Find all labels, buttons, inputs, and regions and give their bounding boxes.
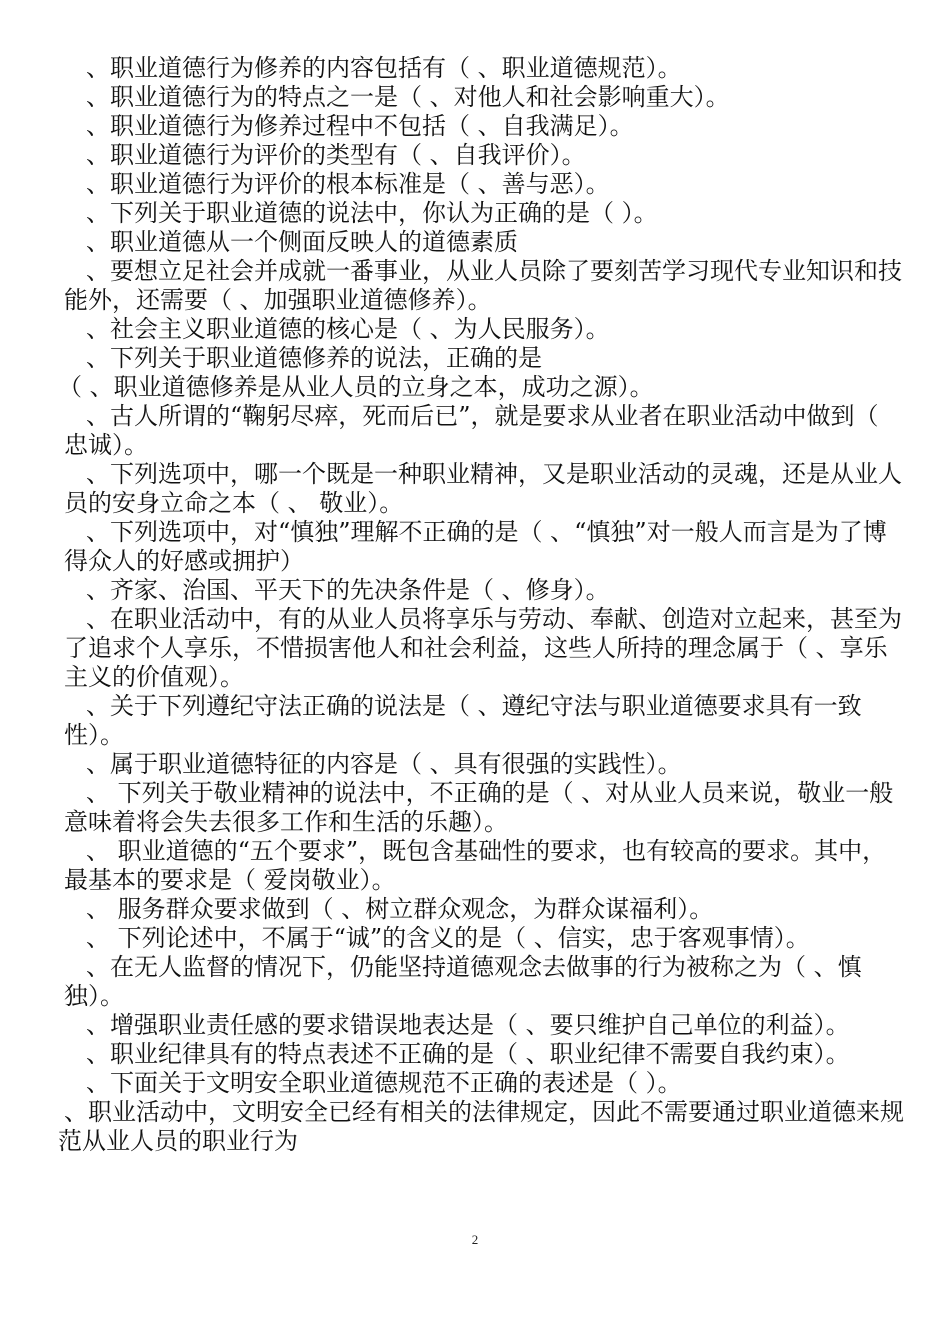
- question-14: 、在职业活动中，有的从业人员将享乐与劳动、奉献、创造对立起来，甚至为了追求个人享乐，不惜损害他人和社会利益，这些人所持的理念属于（ 、享乐主义的价值观）。: [64, 605, 902, 691]
- question-8: 、社会主义职业道德的核心是（ 、为人民服务）。: [86, 315, 610, 343]
- question-13: 、齐家、治国、平天下的先决条件是（ 、修身）。: [86, 576, 610, 604]
- question-5: 、职业道德行为评价的根本标准是（ 、善与恶）。: [86, 170, 610, 198]
- question-2: 、职业道德行为的特点之一是（ 、对他人和社会影响重大）。: [86, 83, 730, 111]
- question-10: 、古人所谓的“鞠躬尽瘁，死而后已”，就是要求从业者在职业活动中做到（ 忠诚）。: [64, 402, 879, 459]
- answer-24: 、职业活动中，文明安全已经有相关的法律规定，因此不需要通过职业道德来规范从业人员的职业行为: [58, 1098, 904, 1155]
- question-23: 、职业纪律具有的特点表述不正确的是（ 、职业纪律不需要自我约束）。: [86, 1040, 850, 1068]
- question-16: 、属于职业道德特征的内容是（ 、具有很强的实践性）。: [86, 750, 682, 778]
- question-21: 、在无人监督的情况下，仍能坚持道德观念去做事的行为被称之为（ 、慎独）。: [64, 953, 862, 1010]
- question-20: 、 下列论述中，不属于“诚”的含义的是（ 、信实，忠于客观事情）。: [86, 924, 810, 952]
- question-4: 、职业道德行为评价的类型有（ 、自我评价）。: [86, 141, 586, 169]
- page-number: 2: [471, 1232, 479, 1247]
- question-6: 、下列关于职业道德的说法中，你认为正确的是（ ）。: [86, 199, 658, 227]
- question-24: 、下面关于文明安全职业道德规范不正确的表述是（ ）。: [86, 1069, 682, 1097]
- answer-6: 、职业道德从一个侧面反映人的道德素质: [86, 228, 518, 256]
- document-body: [58, 54, 910, 1156]
- question-15: 、关于下列遵纪守法正确的说法是（ 、遵纪守法与职业道德要求具有一致性）。: [64, 692, 862, 749]
- answer-9: （ 、职业道德修养是从业人员的立身之本，成功之源）。: [58, 373, 654, 401]
- question-1: 、职业道德行为修养的内容包括有（ 、职业道德规范）。: [86, 54, 682, 82]
- question-18: 、 职业道德的“五个要求”，既包含基础性的要求，也有较高的要求。其中，最基本的要求是（ 爱岗敬业）。: [64, 837, 887, 894]
- question-19: 、 服务群众要求做到（ 、树立群众观念，为群众谋福利）。: [86, 895, 714, 923]
- question-9: 、下列关于职业道德修养的说法，正确的是: [86, 344, 542, 372]
- question-3: 、职业道德行为修养过程中不包括（ 、自我满足）。: [86, 112, 634, 140]
- question-11: 、下列选项中，哪一个既是一种职业精神，又是职业活动的灵魂，还是从业人员的安身立命之本（ 、 敬业）。: [64, 460, 902, 517]
- question-12: 、下列选项中，对“慎独”理解不正确的是（ 、“慎独”对一般人而言是为了博得众人的好感或拥护）: [64, 518, 887, 575]
- question-7: 、要想立足社会并成就一番事业，从业人员除了要刻苦学习现代专业知识和技能外，还需要（ 、加强职业道德修养）。: [64, 257, 902, 314]
- question-17: 、 下列关于敬业精神的说法中，不正确的是（ 、对从业人员来说，敬业一般意味着将会失去很多工作和生活的乐趣）。: [64, 779, 894, 836]
- question-22: 、增强职业责任感的要求错误地表达是（ 、要只维护自己单位的利益）。: [86, 1011, 850, 1039]
